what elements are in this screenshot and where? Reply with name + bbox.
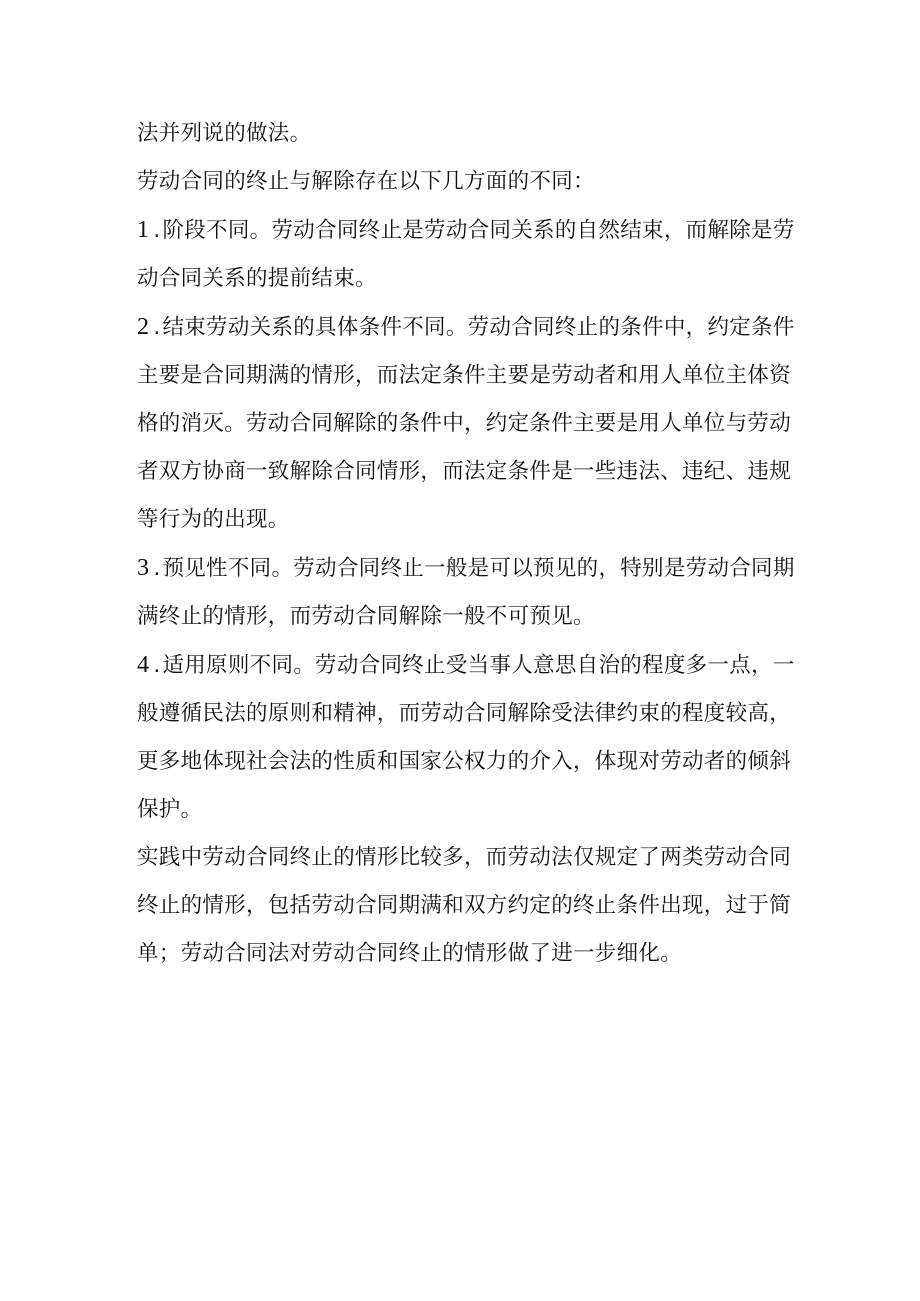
paragraph-conclusion <box>137 834 797 978</box>
list-number: 4 <box>137 652 150 678</box>
list-item-3 <box>137 544 797 641</box>
paragraph-lead <box>137 158 797 206</box>
paragraph-text: 法并列说的做法。 <box>137 121 312 146</box>
list-item-4 <box>137 641 797 834</box>
list-item-1 <box>137 206 797 303</box>
list-item-2 <box>137 303 797 544</box>
list-separator: . <box>153 218 161 243</box>
list-separator: . <box>153 653 161 678</box>
list-number: 2 <box>137 314 150 340</box>
list-number: 3 <box>137 555 150 581</box>
paragraph-text: 预见性不同。劳动合同终止一般是可以预见的，特别是劳动合同期满终止的情形，而劳动合同解除一般不可预见。 <box>137 556 795 629</box>
list-number: 1 <box>137 217 150 243</box>
paragraph-text: 结束劳动关系的具体条件不同。劳动合同终止的条件中，约定条件主要是合同期满的情形，而法定条件主要是劳动者和用人单位主体资格的消灭。劳动合同解除的条件中，约定条件主要是用人单位与劳动者双方协商一致解除合同情形，而法定条件是一些违法、违纪、违规等行为的出现。 <box>137 315 795 532</box>
document-body <box>137 110 797 978</box>
paragraph-text: 劳动合同的终止与解除存在以下几方面的不同： <box>137 169 595 194</box>
paragraph-intro-tail <box>137 110 797 158</box>
list-separator: . <box>153 315 161 340</box>
list-separator: . <box>153 556 161 581</box>
paragraph-text: 阶段不同。劳动合同终止是劳动合同关系的自然结束，而解除是劳动合同关系的提前结束。 <box>137 218 795 291</box>
paragraph-text: 实践中劳动合同终止的情形比较多，而劳动法仅规定了两类劳动合同终止的情形，包括劳动合同期满和双方约定的终止条件出现，过于简单；劳动合同法对劳动合同终止的情形做了进一步细化。 <box>137 845 792 966</box>
paragraph-text: 适用原则不同。劳动合同终止受当事人意思自治的程度多一点，一般遵循民法的原则和精神，而劳动合同解除受法律约束的程度较高，更多地体现社会法的性质和国家公权力的介入，体现对劳动者的倾斜保护。 <box>137 653 795 822</box>
